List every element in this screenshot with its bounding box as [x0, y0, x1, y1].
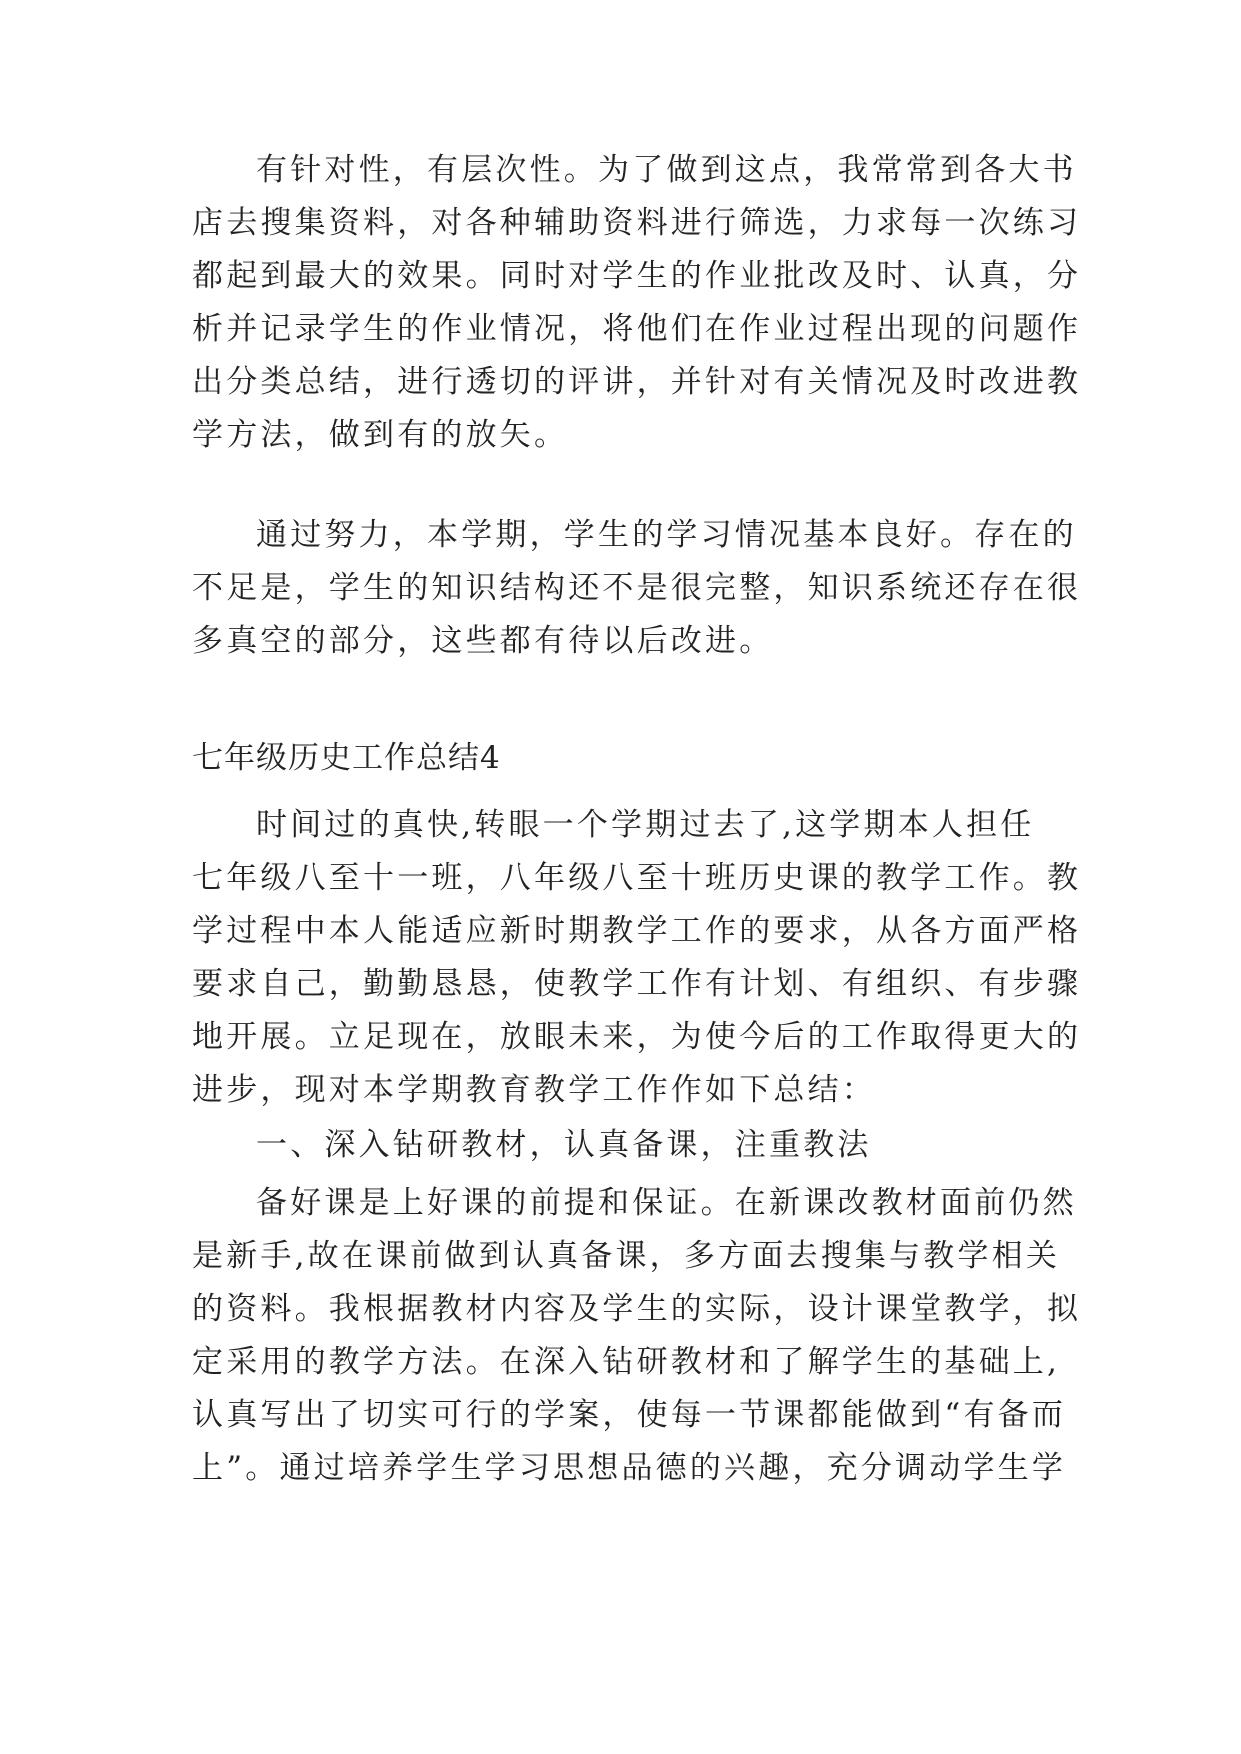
paragraph-line: 多真空的部分，这些都有待以后改进。: [192, 623, 774, 659]
paragraph-line: 不足是，学生的知识结构还不是很完整，知识系统还存在很: [192, 570, 1082, 606]
paragraph-line: 认真写出了切实可行的学案，使每一节课都能做到“有备而: [192, 1397, 1067, 1433]
paragraph-line: 店去搜集资料，对各种辅助资料进行筛选，力求每一次练习: [192, 205, 1082, 241]
paragraph-line: 有针对性，有层次性。为了做到这点，我常常到各大书: [256, 152, 1077, 188]
paragraph-line: 要求自己，勤勤恳恳，使教学工作有计划、有组织、有步骤: [192, 966, 1082, 1002]
paragraph-line: 地开展。立足现在，放眼未来，为使今后的工作取得更大的: [192, 1019, 1082, 1055]
paragraph-line: 都起到最大的效果。同时对学生的作业批改及时、认真，分: [192, 258, 1082, 294]
paragraph-line: 学过程中本人能适应新时期教学工作的要求，从各方面严格: [192, 913, 1082, 949]
subsection-heading: 一、深入钻研教材，认真备课，注重教法: [256, 1127, 872, 1163]
paragraph-line: 定采用的教学方法。在深入钻研教材和了解学生的基础上,: [192, 1344, 1061, 1380]
paragraph-line: 的资料。我根据教材内容及学生的实际，设计课堂教学，拟: [192, 1291, 1082, 1327]
paragraph-line: 出分类总结，进行透切的评讲，并针对有关情况及时改进教: [192, 364, 1082, 400]
paragraph-line: 七年级八至十一班，八年级八至十班历史课的教学工作。教: [192, 860, 1082, 896]
paragraph-line: 析并记录学生的作业情况，将他们在作业过程出现的问题作: [192, 311, 1082, 347]
paragraph-line: 上”。通过培养学生学习思想品德的兴趣，充分调动学生学: [192, 1450, 1067, 1486]
paragraph-line: 通过努力，本学期，学生的学习情况基本良好。存在的: [256, 517, 1077, 553]
paragraph-line: 备好课是上好课的前提和保证。在新课改教材面前仍然: [256, 1185, 1077, 1221]
paragraph-line: 进步，现对本学期教育教学工作作如下总结：: [192, 1072, 876, 1108]
paragraph-line: 时间过的真快,转眼一个学期过去了,这学期本人担任: [256, 807, 1035, 843]
paragraph-line: 学方法，做到有的放矢。: [192, 417, 569, 453]
section-heading: 七年级历史工作总结4: [192, 740, 501, 776]
paragraph-line: 是新手,故在课前做到认真备课，多方面去搜集与教学相关: [192, 1238, 1061, 1274]
